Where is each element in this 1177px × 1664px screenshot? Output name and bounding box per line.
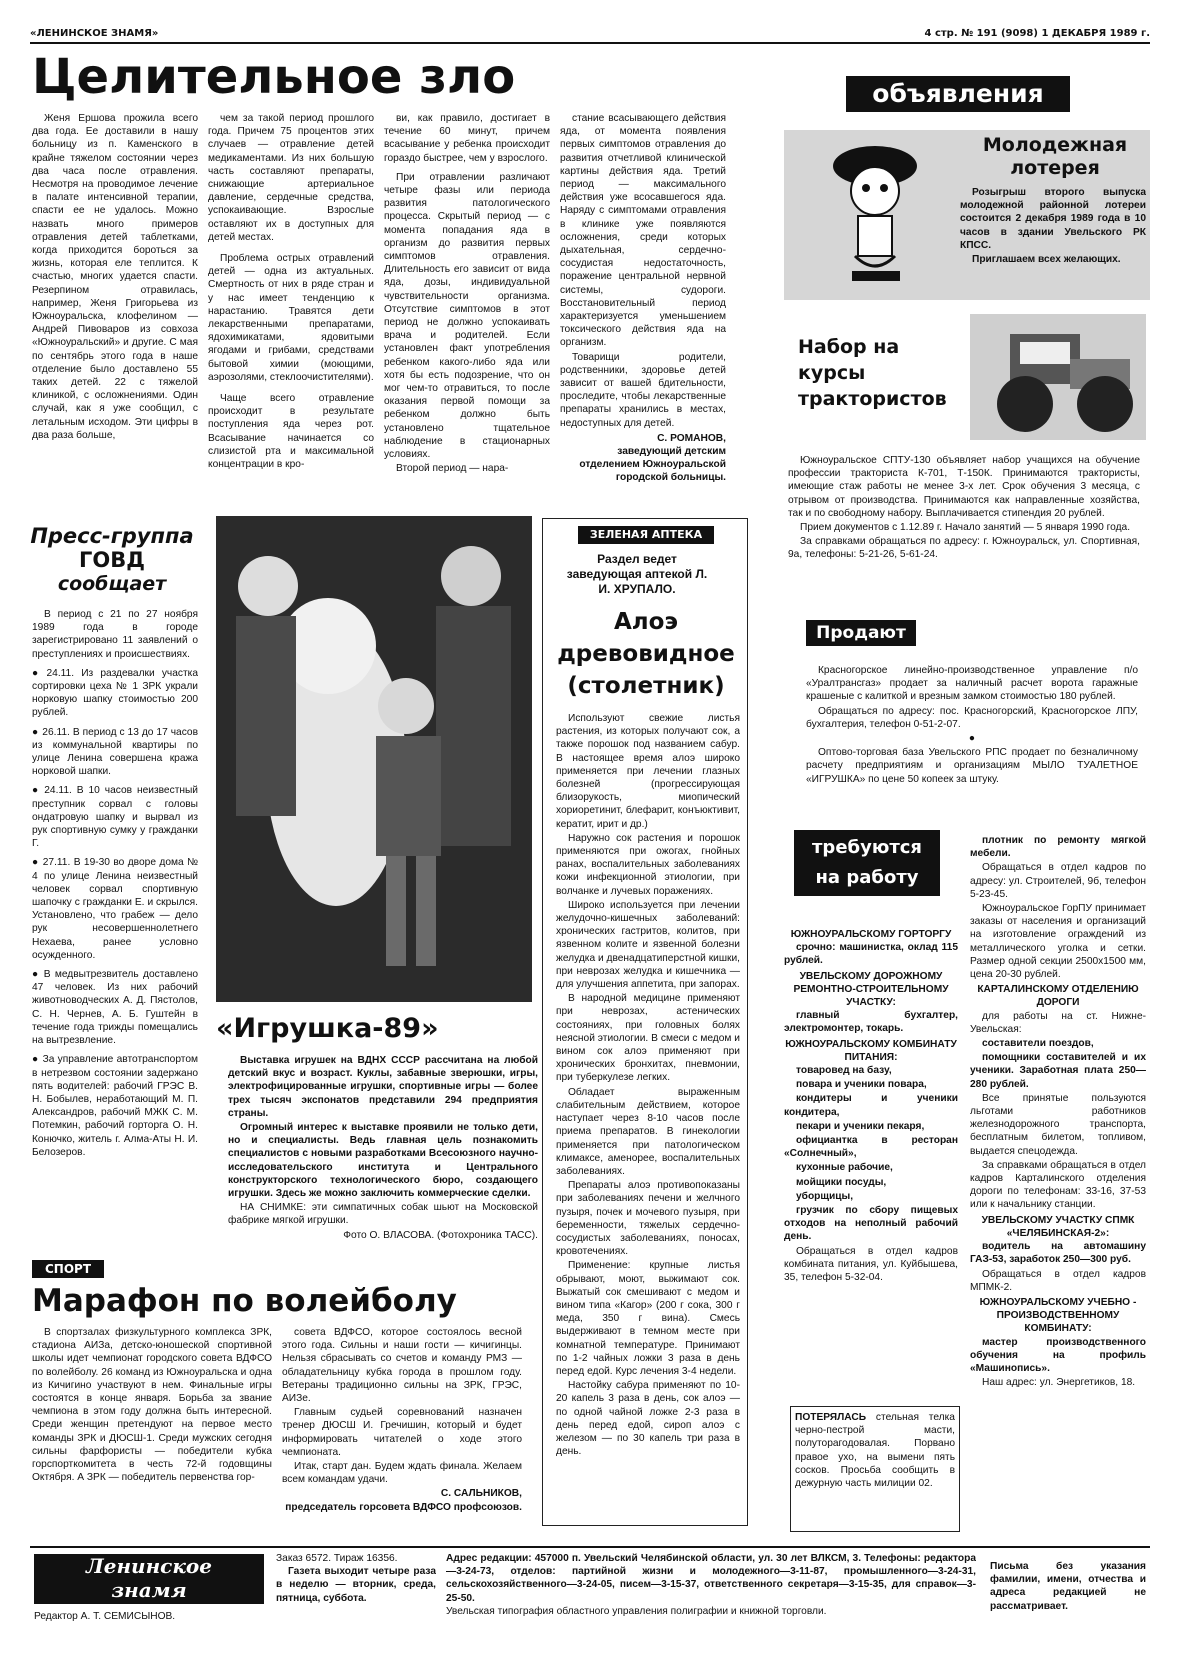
footer-schedule: Газета выходит четыре раза в неделю — вторник, среда, пятница, суббота. — [276, 1566, 436, 1604]
sport-col-2c-text: Итак, старт дан. Будем ждать финала. Желаем всем командам удачи. — [282, 1461, 522, 1486]
lost-box — [790, 1406, 960, 1532]
toys-caption: НА СНИМКЕ: эти симпатичных собак шьют на Московской фабрике мягкой игрушки. — [228, 1202, 538, 1227]
paper-name: «ЛЕНИНСКОЕ ЗНАМЯ» — [30, 28, 159, 39]
toys-body-2: Огромный интерес к выставке проявили не только дети, но и специалисты. Ведь главная цель познакомить специалистов с новыми разработками Всесоюзного научно-исследовательского института и Центрального конструкторского технологического бюро, создающего игрушки. Здесь же можно заключить коммерческие сделки. — [228, 1122, 538, 1200]
footer-logo — [34, 1554, 264, 1604]
sport-col-2 — [282, 1326, 522, 1532]
ads-header: объявления — [846, 76, 1070, 112]
article-col-1 — [32, 112, 198, 484]
sport-author-role: председатель горсовета ВДФСО профсоюзов. — [285, 1501, 522, 1513]
jobs-org3-item: кухонные рабочие, — [796, 1162, 893, 1174]
article-col-4 — [560, 112, 726, 484]
jobs-org4-item: помощники составителей и их ученики. Заработная плата 250—280 рублей. — [970, 1052, 1146, 1090]
footer-printer: Увельская типография областного управления полиграфии и книжной торговли. — [446, 1605, 827, 1617]
jobs-org2: УВЕЛЬСКОМУ ДОРОЖНОМУ РЕМОНТНО-СТРОИТЕЛЬНОМУ УЧАСТКУ: — [793, 970, 949, 1009]
jobs-org5-contact: Обращаться в отдел кадров МПМК-2. — [970, 1268, 1146, 1293]
jobs-right-1: плотник по ремонту мягкой мебели. — [970, 835, 1146, 860]
jobs-left — [784, 928, 958, 1374]
jobs-org3-item: пекари и ученики пекаря, — [796, 1120, 925, 1132]
press-group-title-3: сообщает — [57, 573, 167, 595]
press-item: ● 27.11. В 19-30 во дворе дома № 4 по улице Ленина неизвестный человек сорвал спортивную шапочку с гражданки Е. и скрылся. Установлено, что грабеж — дело рук несовершеннолетнего Нехаева, ранее условно осужденного. — [32, 856, 198, 962]
jobs-label-2: на работу — [815, 867, 919, 888]
jobs-org3-item: официантка в ресторан «Солнечный», — [784, 1135, 958, 1160]
press-group-title — [30, 524, 194, 602]
green-pharmacy-p5: Обладает выраженным слабительным действием, которое наступает через 8-10 часов после приема препаратов. В гинекологии применяется при патологическом климаксе, аменорее, воспалительных заболеваниях. — [556, 1086, 740, 1177]
jobs-org3-item: кондитеры и ученики кондитера, — [784, 1093, 958, 1118]
sport-col-2-text: совета ВДФСО, которое состоялось весной этого года. Сильны и наши гости — кичигинцы. Нельзя сбрасывать со счетов и команду РМЗ — обладательницу кубка города в прошлом году. Ветераны традиционно сильны на ЗРК, ГРЭС, АИЗе. — [282, 1327, 522, 1405]
sport-col-1-text: В спортзалах физкультурного комплекса ЗРК, стадиона АИЗа, детско-юношеской спортивной школы идет чемпионат городского совета ВДФСО по волейболу. 26 команд из Южноуральска и одна из Кичигино участвуют в нем. Финальные игры состоятся в конце января. Борьба за звание чемпиона в этом году должна быть интересной. Среди женщин претендуют на первое место команды ЗРК и ДЮСШ-1. Среди мужских сегодня сильны фарфористы — победители кубка горспорткомитета в честь 72-й годовщины Октября. А ЗРК — победитель первенства гор- — [32, 1327, 272, 1484]
green-pharmacy-p2: Наружно сок растения и порошок применяются при ожогах, гнойных ранах, воспалительных заболеваниях кожи инфекционной этиологии, при волчанке и лучевых поражениях. — [556, 832, 740, 897]
green-pharmacy-p1: Используют свежие листья растения, из которых получают сок, а также порошок под названием сабур. В настоящее время алоэ широко применяется при лечении глазных болезней (прогрессирующая близорукость, миопический хориоретинит, блефарит, конъюктивит, кератит, ирит и др.) — [556, 713, 740, 830]
jobs-org4-item: составители поездов, — [982, 1038, 1094, 1050]
green-pharmacy-p3: Широко используется при лечении желудочно-кишечных заболеваний: хронических гастритов, колитов, при язвенном колите и язвенной болезни желудка и двенадцатиперстной кишки, при неврозах желудка и кишечника — для улучшения аппетита, при запорах. — [556, 899, 740, 991]
jobs-org3-item: грузчик по сбору пищевых отходов на неполный рабочий день. — [784, 1205, 958, 1243]
lottery-body — [960, 186, 1146, 294]
jobs-org3-item: уборщицы, — [796, 1190, 854, 1202]
green-pharmacy-title-1: Алоэ — [613, 609, 679, 635]
lost-title: ПОТЕРЯЛАСЬ — [795, 1412, 867, 1423]
green-pharmacy-p8: Настойку сабура применяют по 10-20 капель 3 раза в день, сок алоэ — по одной чайной ложке 2-3 раза в день перед едой, сироп алоэ с железом — по 30 капель три раза в день. — [556, 1380, 740, 1458]
press-item: ● За управление автотранспортом в нетрезвом состоянии задержано пять водителей: рабочий ГРЭС В. Н. Бобылев, неработающий М. П. Александров, рабочий МЖК С. М. Потемкин, рабочий горторга О. Н. Конючко, житель г. Алма-Аты Н. И. Белозеров. — [32, 1053, 198, 1159]
jobs-org4-body: для работы на ст. Нижне-Увельская: — [970, 1010, 1146, 1035]
toys-body-1: Выставка игрушек на ВДНХ СССР рассчитана на любой детский вкус и возраст. Куклы, забавные зверюшки, игры, электрофицированные игрушки, спортивные игры — более трех тысяч экспонатов представили 294 предприятия страны. — [228, 1055, 538, 1119]
jobs-org6-body: мастер производственного обучения на профиль «Машинопись». — [970, 1336, 1146, 1374]
article-col-3c-text: Второй период — нара- — [396, 463, 509, 475]
article-col-3b-text: При отравлении различают четыре фазы или периода развития патологического процесса. Скрытый период — с момента попадания яда в организм до развития первых симптомов отравления. Длительность его зависит от вида яда, дозы, индивидуальной чувствительности организма. Отсутствие симптомов в этот период не должно успокаивать врача и родителей. Если установлен факт употребления ребенком какого-либо яда или хотя бы есть подозрение, что он мог чем-то отравиться, то после оказания первой помощи за ребенком должно быть установлено тщательное наблюдение в стационарных условиях. — [384, 171, 550, 461]
jobs-org3-contact: Обращаться в отдел кадров комбината питания, ул. Куйбышева, 35, телефон 5-32-04. — [784, 1245, 958, 1284]
article-title: Целительное зло — [32, 49, 516, 105]
toys-body — [228, 1054, 538, 1254]
toy-photo-image — [216, 516, 532, 1002]
article-col-2 — [208, 112, 374, 484]
green-pharmacy-p6: Препараты алоэ противопоказаны при заболеваниях печени и желчного пузыря, почек и мочевого пузыря, при беременности, тяжелых сердечно-сосудистых заболеваниях, поносах, кровотечениях. — [556, 1180, 740, 1258]
green-pharmacy-title — [548, 606, 744, 706]
article-col-2c-text: Чаще всего отравление происходит в результате поступления яда через рот. Всасывание начинается со слизистой рта и максимальной концентрации в кро- — [208, 393, 374, 471]
footer-editor: Редактор А. Т. СЕМИСЫНОВ. — [34, 1611, 176, 1622]
press-item: ● 24.11. Из раздевалки участка сортировки цеха № 1 ЗРК украли норковую шапку стоимостью 200 рублей. — [32, 667, 198, 720]
jobs-org2-body: главный бухгалтер, электромонтер, токарь. — [784, 1010, 958, 1035]
jobs-right-1b: Обращаться в отдел кадров по адресу: ул. Строителей, 9б, телефон 5-23-45. — [970, 862, 1146, 900]
jobs-org6-contact: Наш адрес: ул. Энергетиков, 18. — [982, 1377, 1136, 1389]
jobs-right — [970, 834, 1146, 1534]
masthead — [30, 28, 1150, 42]
lottery-title-1: Молодежная — [982, 134, 1128, 156]
lost-body: стельная телка черно-пестрой масти, полуторагодовалая. Порвано правое ухо, на вымени пять сосков. Просьба сообщить в дежурную часть милиции 02. — [795, 1412, 955, 1490]
sell-2: Оптово-торговая база Увельского РПС продает по безналичному расчету предприятиям и организациям МЫЛО ТУАЛЕТНОЕ «ИГРУШКА» по цене 50 копеек за штуку. — [806, 747, 1138, 785]
jobs-org3-item: товаровед на базу, — [796, 1065, 892, 1077]
jobs-org3-item: мойщики посуды, — [796, 1176, 887, 1188]
lottery-body-text: Розыгрыш второго выпуска молодежной районной лотереи состоится 2 декабря 1989 года в 10 часов в здании Увельского РК КПСС. — [960, 187, 1146, 251]
jobs-org3: ЮЖНОУРАЛЬСКОМУ КОМБИНАТУ ПИТАНИЯ: — [785, 1038, 957, 1063]
green-pharmacy-p4: В народной медицине применяют при неврозах, астенических состояниях, при головных болях неясной этиологии. В смеси с медом и вином сок алоэ применяют при хронических бронхитах, пневмонии, при туберкулезе легких. — [556, 993, 740, 1084]
green-pharmacy-title-3: (столетник) — [567, 673, 725, 699]
article-col-3-text: ви, как правило, достигает в течение 60 минут, причем всасывание у ребенка происходит гораздо быстрее, чем у взрослого. — [384, 113, 550, 164]
toy-photo — [216, 516, 532, 1002]
tractor-icon — [970, 314, 1146, 440]
green-pharmacy-body — [556, 712, 740, 1520]
jobs-org3-item: повара и ученики повара, — [796, 1079, 927, 1091]
footer-letters: Письма без указания фамилии, имени, отчества и адреса редакцией не рассматривает. — [990, 1561, 1146, 1612]
article-col-4-text: стание всасывающего действия яда, от момента появления первых симптомов отравления до развития отчетливой клинической картины действия яда. Третий период — максимального действия уже всосавшегося яда. Наряду с симптомами отравления в клинике уже появляются осложнения, среди которых дыхательная, сердечно-сосудистая недостаточность, поражение центральной нервной системы, судороги. Восстановительный период характеризуется уменьшением токсического действия яда на организм. — [560, 113, 726, 349]
sport-col-1 — [32, 1326, 272, 1532]
sell-1b: Обращаться по адресу: пос. Красногорский, Красногорское ЛПУ, бухгалтерия, телефон 0-51-2-07. — [806, 705, 1138, 730]
lottery-title-2: лотерея — [1010, 157, 1100, 179]
jobs-right-2: Южноуральское ГорПУ принимает заказы от населения и организаций на изготовление ограждений из металлического уголка и сетки. Размер одной секции 2500х1500 мм, цена 20-30 рублей. — [970, 903, 1146, 981]
press-group-title-1: Пресс-группа — [30, 524, 194, 548]
toys-title: «Игрушка-89» — [216, 1013, 439, 1044]
sell-body — [806, 664, 1138, 824]
tractor-photo — [970, 314, 1146, 440]
green-pharmacy-p7: Применение: крупные листья обрывают, моют, выжимают сок. Выжатый сок смешивают с медом и вином типа «Кагор» (200 г сока, 300 г меда, 350 г вина). Смесь выдерживают в темном месте при комнатной температуре. Принимают по 1-2 чайных ложки 3 раза в день перед едой. Курс лечения 3-4 недели. — [556, 1260, 740, 1377]
jobs-org4-contact: За справками обращаться в отдел кадров Карталинского отделения дороги по телефонам: 33-16, 37-53 или к начальнику станции. — [970, 1159, 1146, 1211]
lottery-invite: Приглашаем всех желающих. — [972, 254, 1121, 266]
sell-label: Продают — [806, 620, 916, 646]
article-col-2b-text: Проблема острых отравлений детей — одна из актуальных. Смертность от них в ряде стран и у нас имеет тенденцию к нарастанию. Травятся дети лекарственными препаратами, ядохимикатами, ядовитыми ягодами и грибами, средствами бытовой химии (моющими, аэрозолями, стеклоочистителями). — [208, 253, 374, 383]
lottery-title — [960, 134, 1150, 180]
jobs-label — [794, 830, 940, 896]
footer-logo-2: знамя — [111, 1578, 187, 1602]
sport-title: Марафон по волейболу — [32, 1283, 457, 1319]
jobs-org1: ЮЖНОУРАЛЬСКОМУ ГОРТОРГУ — [790, 929, 952, 940]
press-item: ● 26.11. В период с 13 до 17 часов из коммунальной квартиры по улице Ленина совершена кража норковой шапки. — [32, 726, 198, 779]
jobs-org5-body: водитель на автомашину ГАЗ-53, заработок 250—300 руб. — [970, 1241, 1146, 1266]
jobs-org4-note: Все принятые пользуются льготами работников железнодорожного транспорта, бесплатным билетом, топливом, выдается спецодежда. — [970, 1092, 1146, 1157]
article-col-3 — [384, 112, 550, 484]
press-group-title-2: ГОВД — [79, 548, 145, 572]
article-col-4b-text: Товарищи родители, родственники, здоровье детей зависит от вашей бдительности, проследите, чтобы лекарственные препараты хранились в местах, недоступных для детей. — [560, 351, 726, 429]
mascot-icon — [810, 136, 940, 296]
tractor-body — [788, 454, 1140, 604]
tractor-title: Набор на курсы трактористов — [798, 336, 947, 410]
toys-credit: Фото О. ВЛАСОВА. (Фотохроника ТАСС). — [343, 1229, 538, 1241]
article-col-2-text: чем за такой период прошлого года. Причем 75 процентов этих случаев — отравление детей медикаментами. Из них большую часть составляют препараты, снижающие артериальное давление, сердечные средства, успокаивающие. Взрослые оставляют их в доступных для детей местах. — [208, 113, 374, 243]
article-col-1-text: Женя Ершова прожила всего два года. Ее доставили в нашу больницу из п. Каменского в крайне тяжелом состоянии через два часа после отравления. Несмотря на проводимое лечение в палате интенсивной терапии, спасти ее не удалось. Можно назвать много примеров отравления детей таблетками, когда приходится бороться за жизнь, которая еле теплится. К счастью, многих удается спасти. Резерпином отравилась, например, Женя Григорьева из Южноуральска, клофелином — Андрей Пивоваров из совхоза «Южноуральский» и другие. С мая по сентябрь этого года в наше отделение было доставлено 55 таких детей. 22 с тяжелой клиникой, с осложнениями. Один случай, как я уже сообщил, с летальным исходом. Эти цифры в два раза больше, — [32, 113, 198, 441]
jobs-org6: ЮЖНОУРАЛЬСКОМУ УЧЕБНО - ПРОИЗВОДСТВЕННОМУ КОМБИНАТУ: — [979, 1296, 1137, 1335]
tractor-body-2: Прием документов с 1.12.89 г. Начало занятий — 5 января 1990 года. — [800, 522, 1131, 534]
sport-author: С. САЛЬНИКОВ, — [440, 1488, 522, 1500]
tractor-body-3: За справками обращаться по адресу: г. Южноуральск, ул. Спортивная, 9а, телефоны: 5-21-26, 5-61-24. — [788, 536, 1140, 561]
tractor-body-1: Южноуральское СПТУ-130 объявляет набор учащихся на обучение профессии тракториста К-701, Т-150К. Принимаются трактористы, имеющие стаж работы не менее 3-х лет. Срок обучения 3 месяца, с отрывом от производства. Принимаются как направленные хозяйства, так и по свободному набору. Выплачивается стипендия 20 рублей. — [788, 455, 1140, 519]
press-group-body — [32, 608, 198, 1260]
press-item: ● В медвытрезвитель доставлено 47 человек. Из них рабочий животноводческих А. Д. Пястолов, С. Н. Чернев, А. Б. Гуштейн в течение года трижды помещались на вытрезвление. — [32, 968, 198, 1047]
article-author: С. РОМАНОВ, — [657, 432, 726, 444]
sell-bullet: ● — [968, 733, 976, 745]
green-pharmacy-label: ЗЕЛЕНАЯ АПТЕКА — [578, 526, 714, 544]
footer-print-info — [276, 1552, 436, 1628]
jobs-org5: УВЕЛЬСКОМУ УЧАСТКУ СПМК «ЧЕЛЯБИНСКАЯ-2»: — [981, 1214, 1135, 1239]
press-group-intro: В период с 21 по 27 ноября 1989 года в городе зарегистрировано 11 заявлений о преступлениях и происшествиях. — [32, 609, 198, 660]
footer-address-text: Адрес редакции: 457000 п. Увельский Челябинской области, ул. 30 лет ВЛКСМ, 3. Телефоны: редактора—3-24-73, отделов: партийной жизни и молодежного—3-11-87, промышленного—3-24-31, сельскохозяйственного—3-24-05, писем—3-15-37, ответственного секретаря—3-15-35, для справок—3-25-50. — [446, 1553, 976, 1604]
footer-address — [446, 1552, 976, 1628]
green-pharmacy-title-2: древовидное — [557, 641, 735, 667]
footer-logo-1: Ленинское — [86, 1554, 212, 1578]
jobs-label-1: требуются — [812, 837, 922, 858]
jobs-org1-body: срочно: машинистка, оклад 115 рублей. — [784, 942, 958, 967]
jobs-org4: КАРТАЛИНСКОМУ ОТДЕЛЕНИЮ ДОРОГИ — [977, 984, 1139, 1009]
issue-info: 4 стр. № 191 (9098) 1 ДЕКАБРЯ 1989 г. — [924, 28, 1150, 39]
sell-1: Красногорское линейно-производственное управление п/о «Уралтрансгаз» продает за наличный расчет ворота гаражные крашеные с калиткой и врезным замком стоимостью 180 рублей. — [806, 665, 1138, 703]
sport-label: СПОРТ — [32, 1260, 104, 1278]
green-pharmacy-lead: Раздел ведет заведующая аптекой Л. И. ХРУПАЛО. — [566, 552, 708, 596]
lottery-mascot — [810, 136, 940, 296]
sport-col-2b-text: Главным судьей соревнований назначен тренер ДЮСШ И. Гречишин, который и будет информировать читателей о ходе этого чемпионата. — [282, 1407, 522, 1458]
article-author-role: заведующий детским отделением Южноуральской городской больницы. — [579, 446, 726, 484]
press-item: ● 24.11. В 10 часов неизвестный преступник сорвал с головы ондатровую шапку и вырвал из рук спортивную сумку у гражданки Г. — [32, 784, 198, 850]
footer-order: Заказ 6572. Тираж 16356. — [276, 1553, 398, 1564]
